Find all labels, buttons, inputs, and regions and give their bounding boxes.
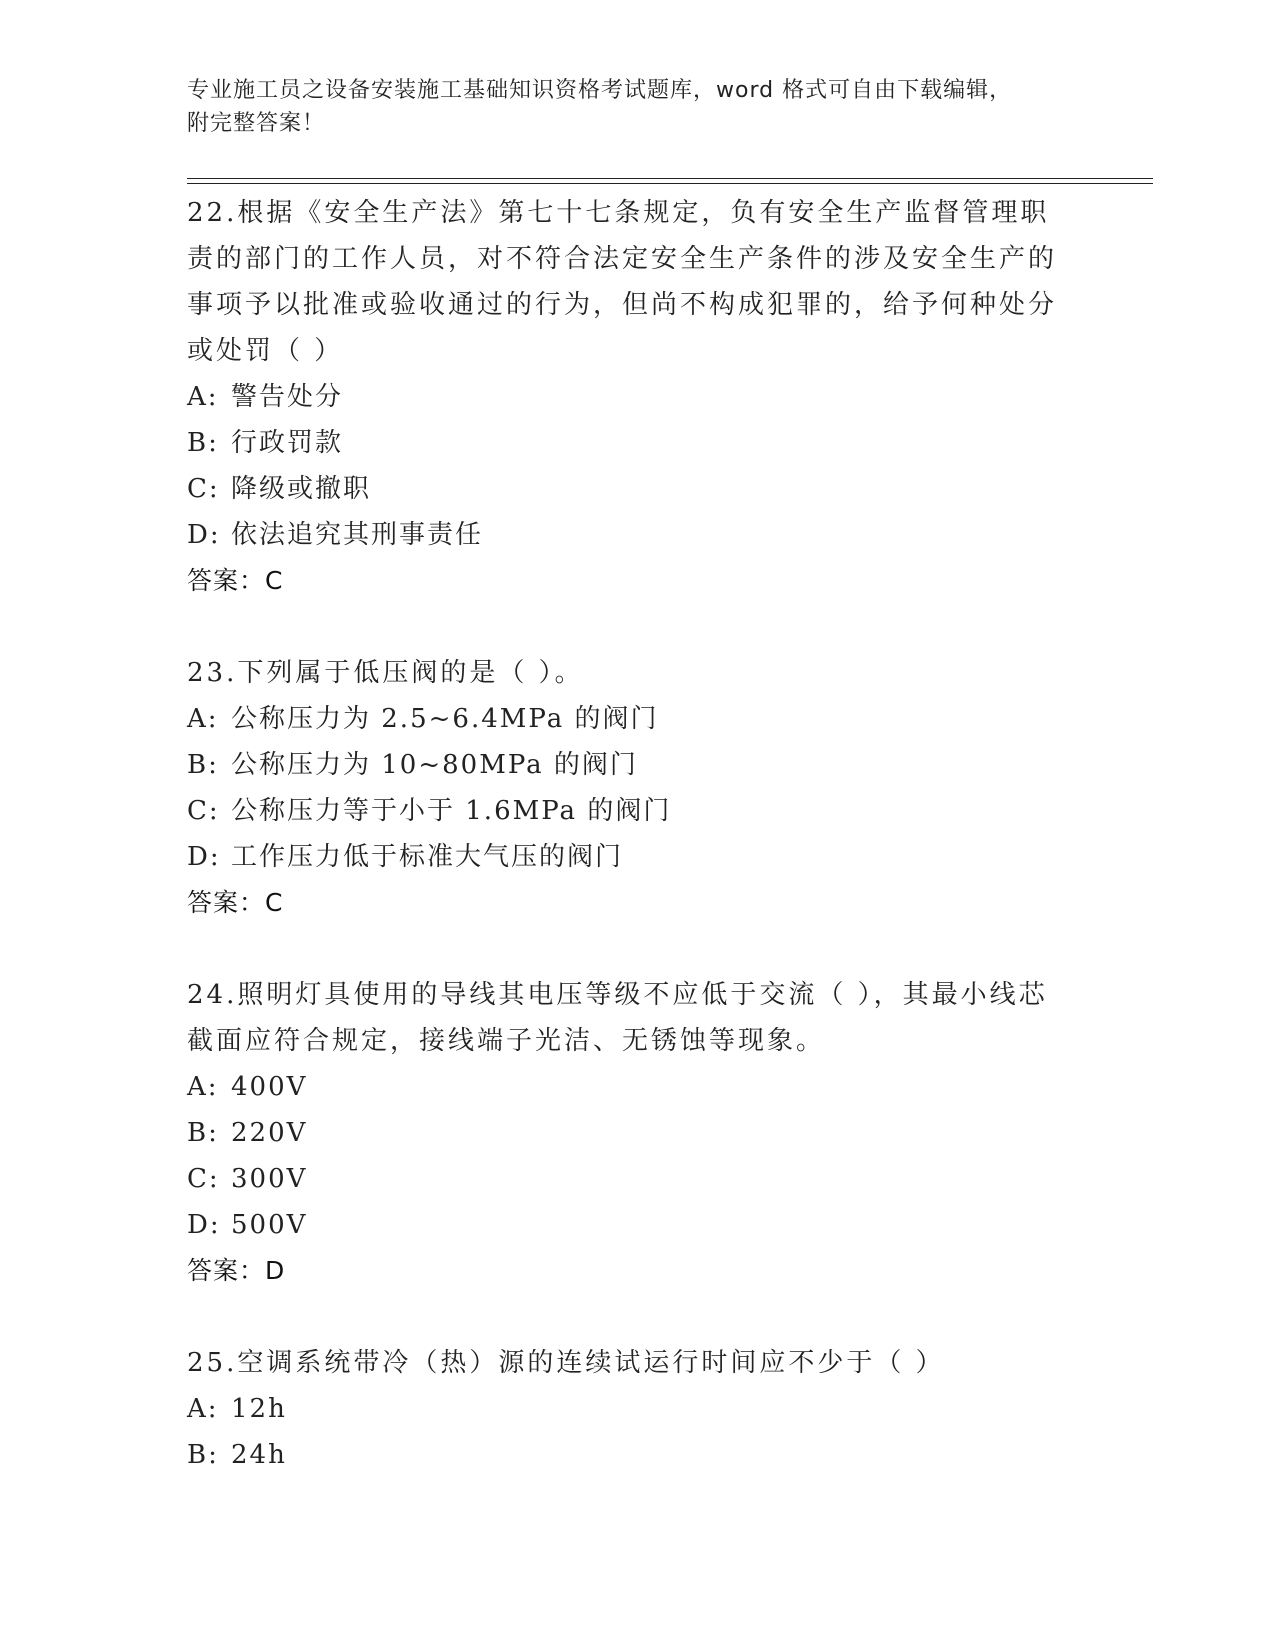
option-letter: C: [187,796,220,826]
header-line-1: 专业施工员之设备安装施工基础知识资格考试题库，word 格式可自由下载编辑， [187,78,1013,103]
answer-label: 答案：C [187,566,284,595]
option-a [187,1064,1087,1110]
option-letter: B: [187,428,219,458]
option-text: 行政罚款 [231,428,344,458]
question-22 [187,190,1087,604]
option-c [187,466,1087,512]
question-list [187,190,1087,1478]
question-stem: 23.下列属于低压阀的是（ ）。 [187,658,584,688]
option-letter: A: [187,1072,219,1102]
option-text: 24h [231,1440,287,1470]
option-letter: D: [187,520,221,550]
option-text: 300V [231,1164,308,1194]
option-text: 公称压力为 2.5~6.4MPa 的阀门 [231,704,659,734]
option-b [187,1110,1087,1156]
option-letter: B: [187,750,219,780]
option-text: 工作压力低于标准大气压的阀门 [231,842,624,872]
option-text: 公称压力为 10~80MPa 的阀门 [231,750,638,780]
answer-label: 答案：D [187,1256,286,1285]
option-letter: A: [187,1394,219,1424]
option-b [187,420,1087,466]
document-header [187,74,1067,140]
option-a [187,374,1087,420]
option-letter: A: [187,382,219,412]
option-text: 400V [231,1072,308,1102]
option-a [187,1386,1087,1432]
option-d [187,1202,1087,1248]
option-d [187,512,1087,558]
option-letter: C: [187,474,220,504]
option-letter: D: [187,842,221,872]
option-c [187,788,1087,834]
question-24 [187,972,1087,1294]
option-b [187,742,1087,788]
option-letter: B: [187,1118,219,1148]
option-text: 500V [231,1210,308,1240]
option-text: 依法追究其刑事责任 [231,520,484,550]
answer-label: 答案：C [187,888,284,917]
header-divider-bottom [187,183,1153,184]
option-letter: A: [187,704,219,734]
option-text: 220V [231,1118,308,1148]
option-d [187,834,1087,880]
question-stem: 25.空调系统带冷（热）源的连续试运行时间应不少于（ ） [187,1348,945,1378]
option-c [187,1156,1087,1202]
header-divider-top [187,178,1153,179]
option-text: 12h [231,1394,287,1424]
question-23 [187,650,1087,926]
option-text: 公称压力等于小于 1.6MPa 的阀门 [231,796,672,826]
option-letter: D: [187,1210,221,1240]
question-stem: 24.照明灯具使用的导线其电压等级不应低于交流（ ），其最小线芯截面应符合规定，接线端子光洁、无锈蚀等现象。 [187,980,1048,1056]
option-letter: B: [187,1440,219,1470]
option-a [187,696,1087,742]
option-letter: C: [187,1164,220,1194]
option-b [187,1432,1087,1478]
option-text: 降级或撤职 [231,474,372,504]
header-line-2: 附完整答案！ [187,111,326,136]
option-text: 警告处分 [231,382,344,412]
question-stem: 22.根据《安全生产法》第七十七条规定，负有安全生产监督管理职责的部门的工作人员，对不符合法定安全生产条件的涉及安全生产的事项予以批准或验收通过的行为，但尚不构成犯罪的，给予何种处分或处罚（ ） [187,198,1058,366]
question-25 [187,1340,1087,1478]
